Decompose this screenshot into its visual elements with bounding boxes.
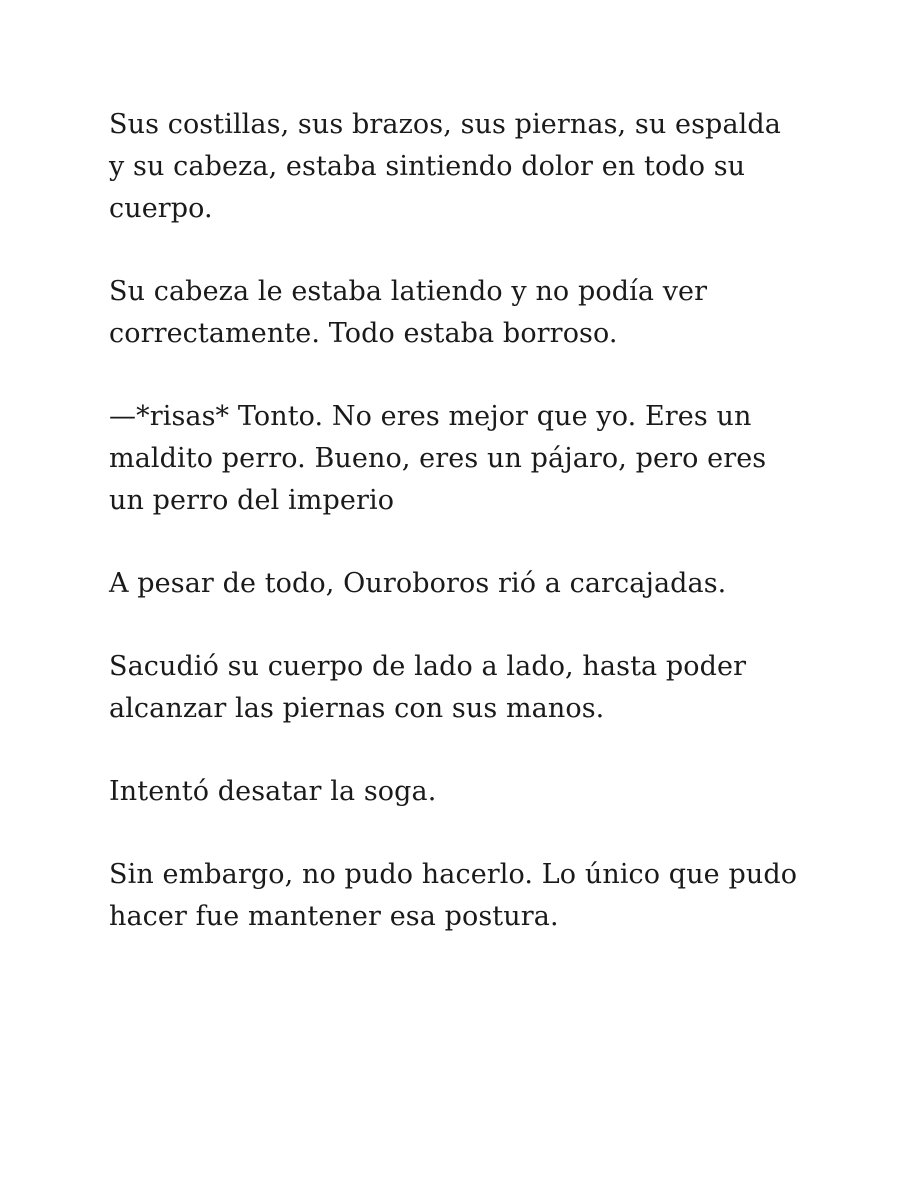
paragraph-shook-body: Sacudió su cuerpo de lado a lado, hasta poder alcanzar las piernas con sus manos.: [109, 651, 747, 724]
story-text: [109, 104, 799, 938]
paragraph-dialogue-laugh: —*risas* Tonto. No eres mejor que yo. Eres un maldito perro. Bueno, eres un pájaro, pero eres un perro del imperio: [109, 401, 767, 516]
paragraph-keep-posture: Sin embargo, no pudo hacerlo. Lo único que pudo hacer fue mantener esa postura.: [109, 859, 798, 932]
paragraph-ribs-pain: Sus costillas, sus brazos, sus piernas, su espalda y su cabeza, estaba sintiendo dolor en todo su cuerpo.: [109, 109, 781, 224]
paragraph-ouroboros-laughs: A pesar de todo, Ouroboros rió a carcajadas.: [109, 568, 727, 599]
paragraph-head-throbbing: Su cabeza le estaba latiendo y no podía ver correctamente. Todo estaba borroso.: [109, 276, 708, 349]
paragraph-untie-rope: Intentó desatar la soga.: [109, 776, 437, 807]
